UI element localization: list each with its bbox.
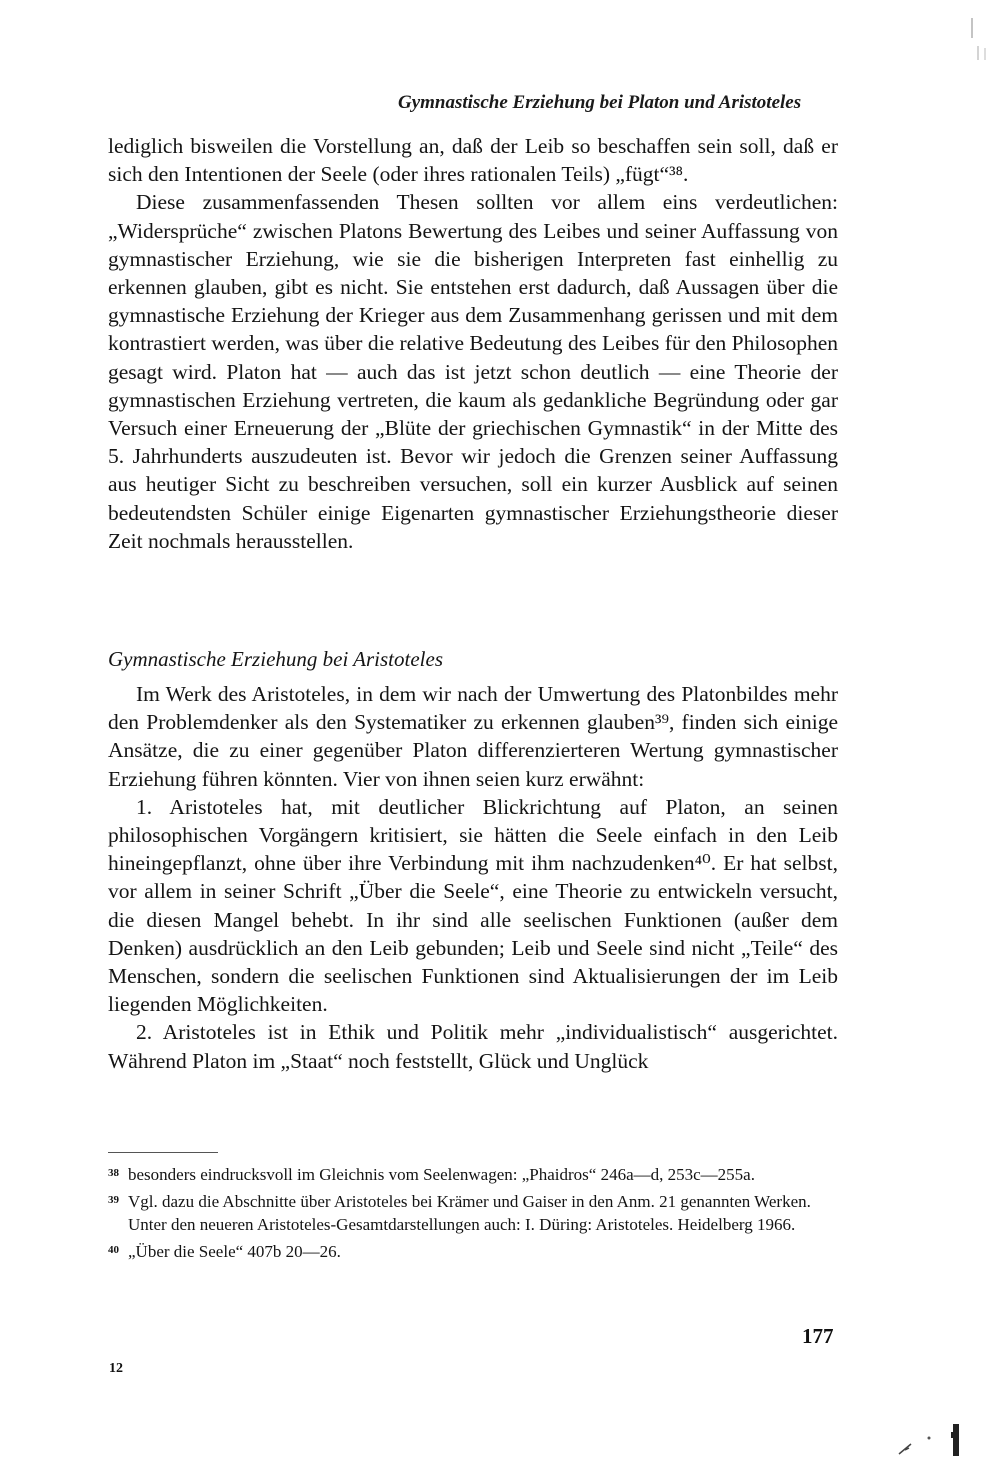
section-text-block [108, 680, 838, 1075]
paragraph-point-2: 2. Aristoteles ist in Ethik und Politik mehr „individualistisch“ ausgerichtet. Während Platon im „Staat“ noch feststellt, Glück und Unglück [108, 1020, 838, 1073]
main-text-block [108, 132, 838, 555]
paragraph-continuation: lediglich bisweilen die Vorstellung an, daß der Leib so beschaffen sein soll, daß er sich den Intentionen der Seele (oder ihres rationalen Teils) „fügt“³⁸. [108, 134, 838, 187]
paragraph-summary: Diese zusammenfassenden Thesen sollten vor allem eins verdeutlichen: „Widersprüche“ zwischen Platons Bewertung des Leibes und seiner Auffassung von gymnastischer Erziehung, wie sie die bisherigen Interpreten fast einhellig zu erkennen glauben, gibt es nicht. Sie entstehen erst dadurch, daß Aussagen über die gymnastische Erziehung der Krieger aus dem Zusammenhang gerissen und mit dem kontrastiert werden, was über die relative Bedeutung des Leibes für den Philosophen gesagt wird. Platon hat — auch das ist jetzt schon deutlich — eine Theorie der gymnastischen Erziehung vertreten, die kaum als gedankliche Begründung oder gar Versuch einer Erneuerung der „Blüte der griechischen Gymnastik“ in der Mitte des 5. Jahrhunderts auszudeuten ist. Bevor wir jedoch die Grenzen seiner Auffassung aus heutiger Sicht zu beschreiben versuchen, soll ein kurzer Ausblick auf seinen bedeutendsten Schüler einige Eigenarten gymnastischer Erziehungstheorie dieser Zeit nochmals herausstellen. [108, 190, 838, 553]
footnote-38 [108, 1162, 840, 1187]
footnotes [108, 1162, 840, 1265]
paragraph-intro: Im Werk des Aristoteles, in dem wir nach der Umwertung des Platonbildes mehr den Problemdenker als den Systematiker zu erkennen glauben³⁹, finden sich einige Ansätze, die zu einer gegenüber Platon differenzierteren Wertung gymnastischer Erziehung führen könnten. Vier von ihnen seien kurz erwähnt: [108, 682, 838, 791]
footnote-text: Vgl. dazu die Abschnitte über Aristoteles bei Krämer und Gaiser in den Anm. 21 genannten Werken. Unter den neueren Aristoteles-Gesamtdarstellungen auch: I. Düring: Aristoteles. Heidelberg 1966. [128, 1191, 811, 1234]
section-heading: Gymnastische Erziehung bei Aristoteles [108, 647, 443, 671]
scan-corner-marks [895, 1418, 975, 1463]
footnote-mark: 38 [108, 1167, 119, 1179]
footnote-text: besonders eindrucksvoll im Gleichnis vom Seelenwagen: „Phaidros“ 246a—d, 253c—255a. [128, 1165, 755, 1184]
running-head: Gymnastische Erziehung bei Platon und Aristoteles [398, 92, 802, 113]
footnote-mark: 40 [108, 1243, 119, 1256]
footnote-39 [108, 1189, 840, 1237]
footnote-text: „Über die Seele“ 407b 20—26. [128, 1241, 341, 1261]
footnote-40 [108, 1239, 840, 1264]
footnote-separator [108, 1152, 218, 1153]
scan-margin-marks [960, 16, 990, 66]
footnote-mark: 39 [108, 1193, 119, 1206]
page-number: 177 [802, 1324, 834, 1348]
signature-mark: 12 [109, 1361, 123, 1376]
paragraph-point-1: 1. Aristoteles hat, mit deutlicher Blickrichtung auf Platon, an seinen philosophischen Vorgängern kritisiert, sie hätten die Seele einfach in den Leib hineingepflanzt, ohne über ihre Verbindung mit ihm nachzudenken⁴⁰. Er hat selbst, vor allem in seiner Schrift „Über die Seele“, eine Theorie zu entwickeln versucht, die diesen Mangel behebt. In ihr sind alle seelischen Funktionen (außer dem Denken) ausdrücklich an den Leib gebunden; Leib und Seele sind nicht „Teile“ des Menschen, sondern die seelischen Funktionen sind Aktualisierungen der im Leib liegenden Möglichkeiten. [108, 794, 838, 1017]
